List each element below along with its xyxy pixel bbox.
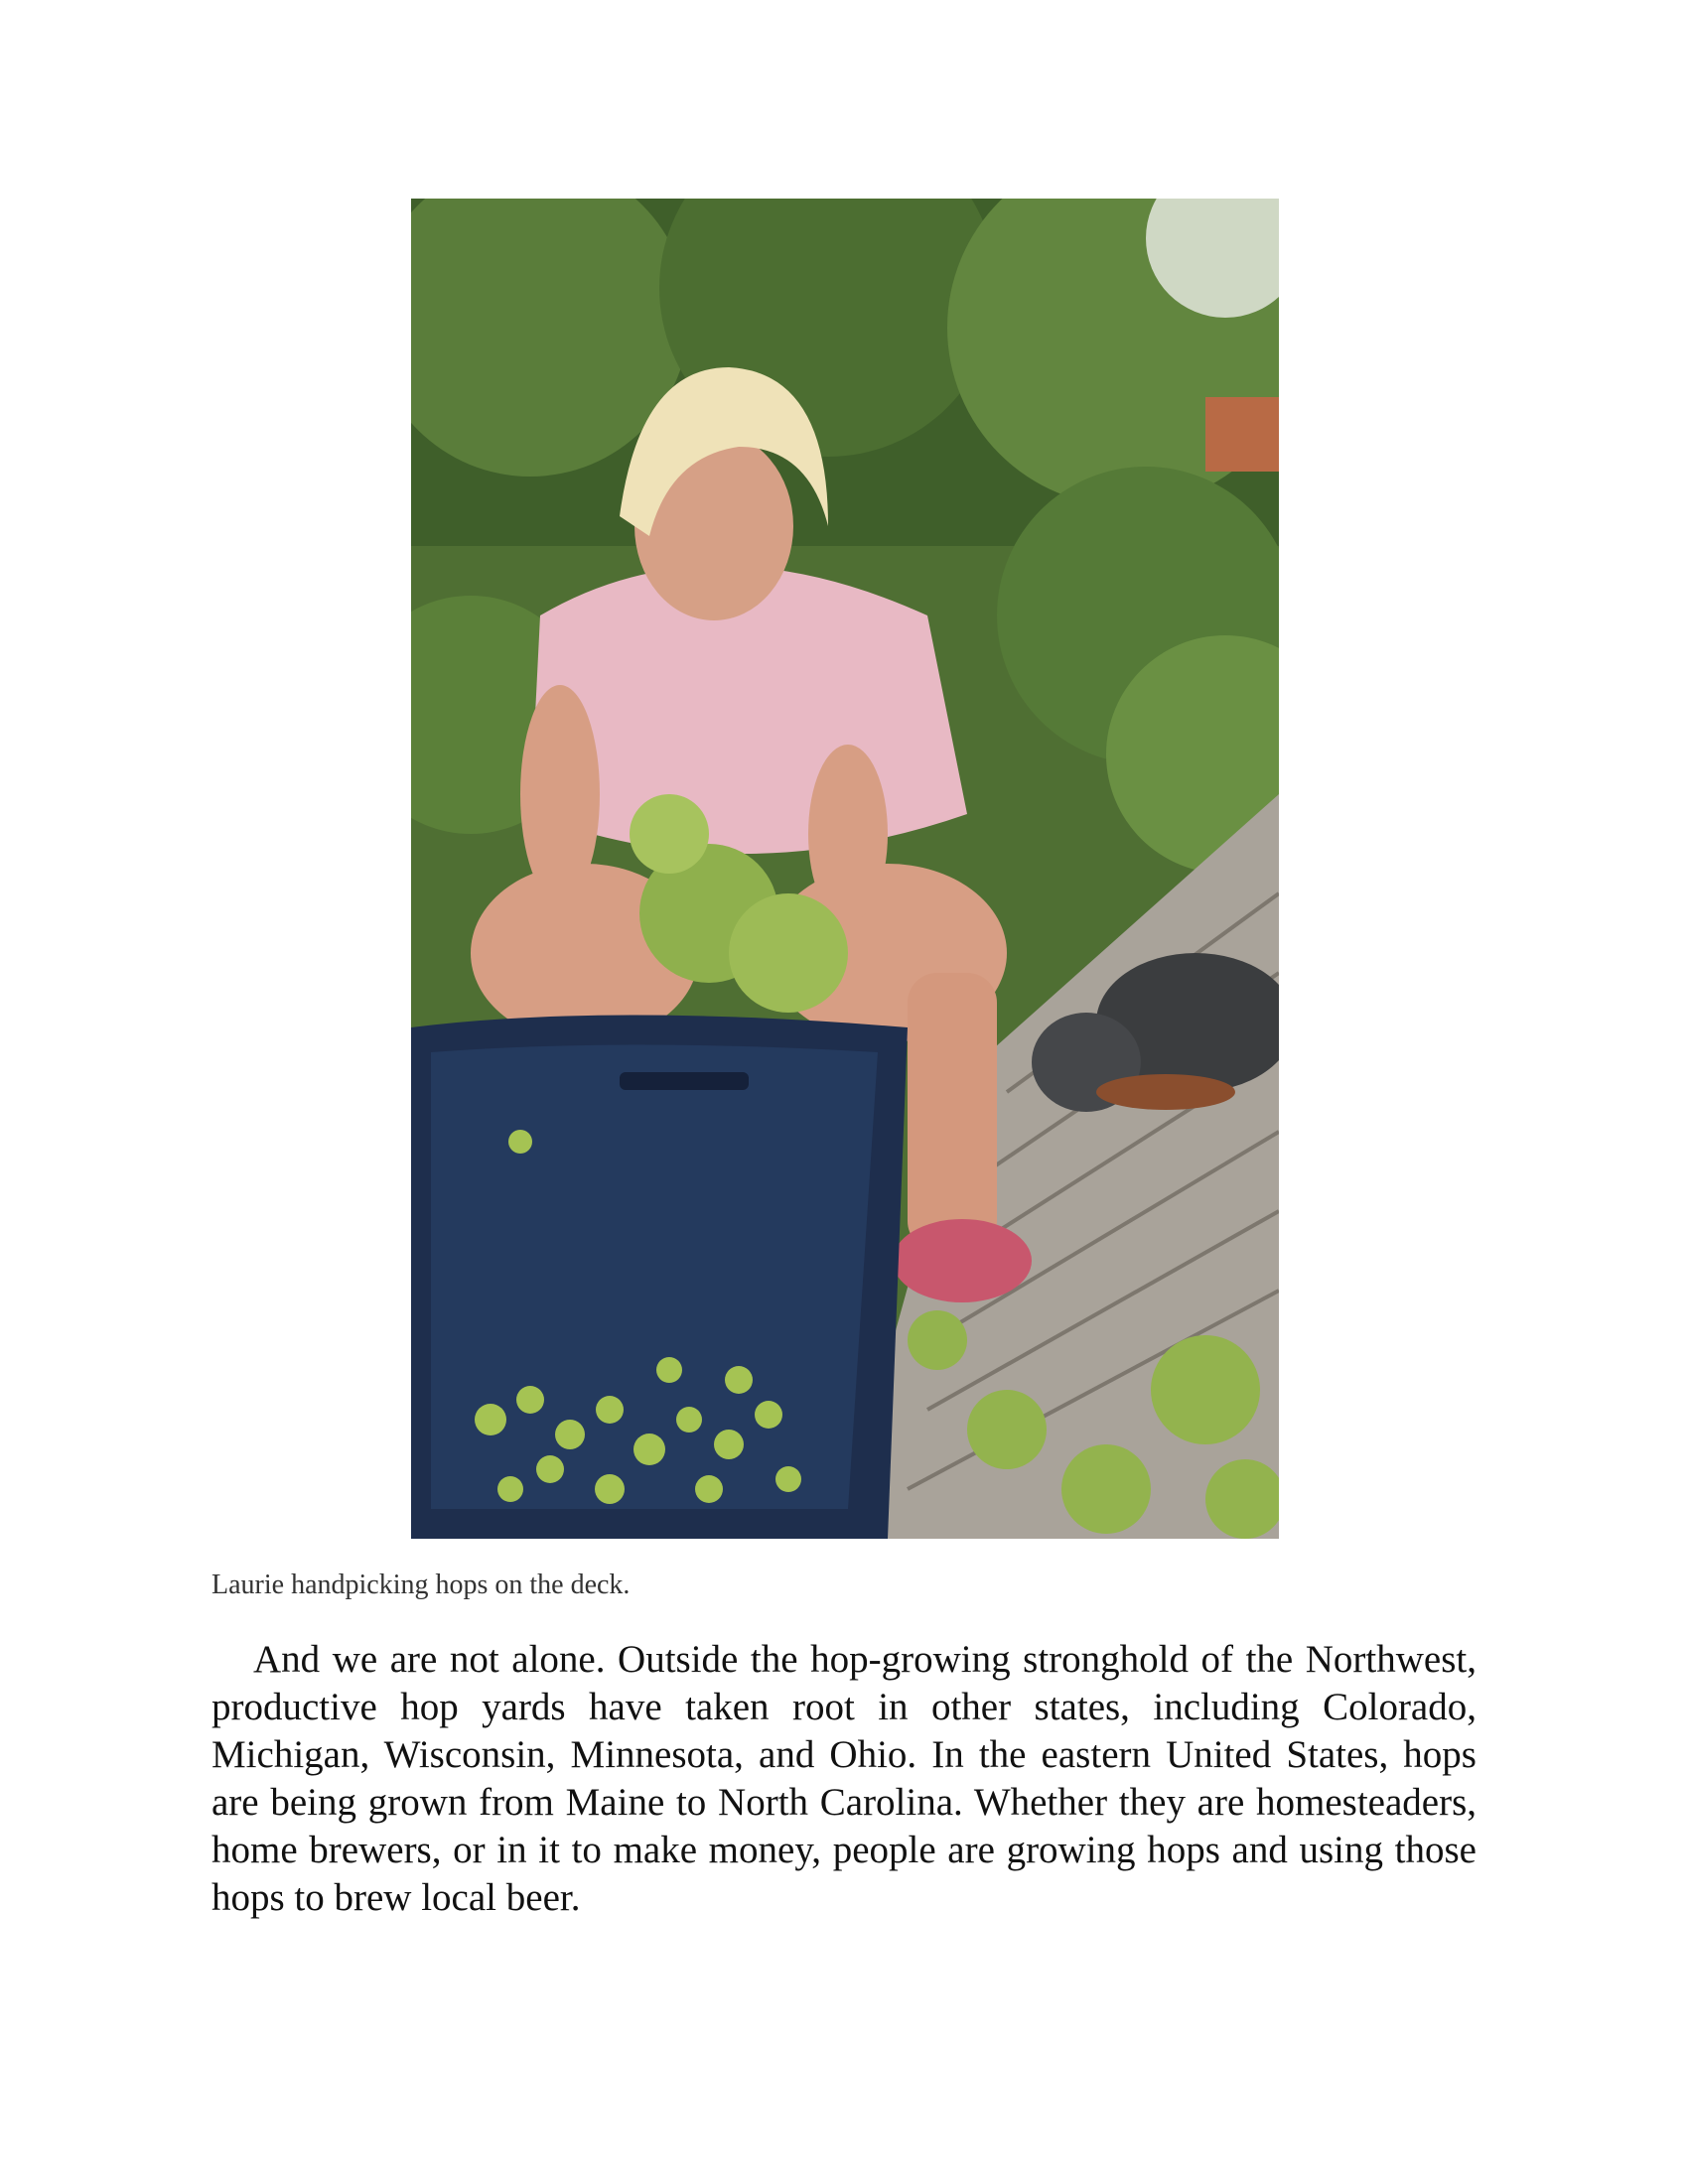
photo-caption: Laurie handpicking hops on the deck. — [211, 1570, 631, 1600]
photo-hop-picking — [411, 199, 1279, 1539]
body-paragraph: And we are not alone. Outside the hop-growing stronghold of the Northwest, productive hop yards have taken root in other states, including Colorado, Michigan, Wisconsin, Minnesota, and Ohio. In the eastern United States, hops are being grown from Maine to North Carolina. Whether they are homesteaders, home brewers, or in it to make money, people are growing hops and using those hops to brew local beer. — [211, 1638, 1477, 1919]
